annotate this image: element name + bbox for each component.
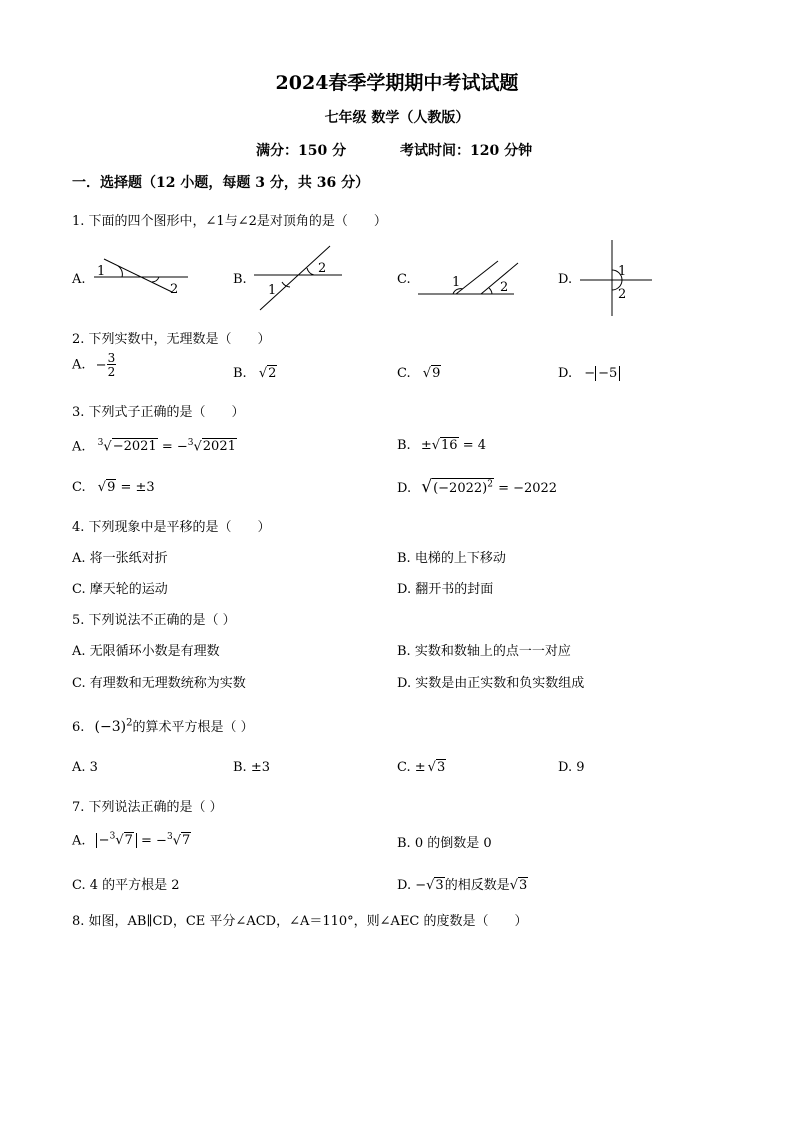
q3-option-d[interactable] xyxy=(397,477,557,497)
question-1-stem: 1. 下面的四个图形中，∠1与∠2是对顶角的是（ ） xyxy=(72,214,387,229)
q2d-label: D. xyxy=(558,366,573,381)
q6-stem-tail: 的算术平方根是（ ） xyxy=(132,720,254,735)
q2c-radicand: 9 xyxy=(432,366,441,381)
q2a-fraction xyxy=(107,352,117,378)
q7-option-b[interactable]: B. 0 的倒数是 0 xyxy=(397,836,492,851)
sqrt-icon: √ xyxy=(97,480,107,495)
q7d-label: D. − xyxy=(397,878,427,893)
full-score: 满分：150 分 xyxy=(256,143,347,159)
q3c-label: C. xyxy=(72,480,86,495)
sqrt-icon: √ xyxy=(427,760,436,775)
q3c-radicand: 9 xyxy=(107,480,116,495)
q3a-equals: = − xyxy=(157,439,188,455)
q1-figure-c xyxy=(414,256,524,298)
q3a-label: A. xyxy=(72,439,86,455)
question-2-stem: 2. 下列实数中，无理数是（ ） xyxy=(72,332,271,347)
q6-option-d[interactable]: D. 9 xyxy=(558,760,585,775)
q7a-minus: − xyxy=(98,833,110,849)
q5-option-c[interactable]: C. 有理数和无理数统称为实数 xyxy=(72,676,246,691)
q6c-label: C. ± xyxy=(397,760,426,775)
q1a-angle-2: 2 xyxy=(170,282,179,296)
q7a-radicand-2: 7 xyxy=(181,833,191,849)
q7d-middle: 的相反数是 xyxy=(444,878,510,893)
q7-option-d[interactable] xyxy=(397,874,528,893)
q3-option-c[interactable] xyxy=(72,480,155,495)
q6-option-b[interactable]: B. ±3 xyxy=(233,760,270,775)
question-3-stem: 3. 下列式子正确的是（ ） xyxy=(72,405,245,420)
q2c-label: C. xyxy=(397,366,411,381)
q6-base: (−3) xyxy=(94,719,127,735)
q2-option-c[interactable] xyxy=(397,366,441,381)
q7a-radicand: 7 xyxy=(124,833,133,849)
q1b-angle-1: 1 xyxy=(268,283,277,298)
question-5-stem: 5. 下列说法不正确的是（ ） xyxy=(72,613,236,628)
q7a-root-index: 3 xyxy=(109,832,116,842)
q7a-root-index-2: 3 xyxy=(166,832,173,842)
q5-option-b[interactable]: B. 实数和数轴上的点一一对应 xyxy=(397,644,571,659)
cube-root-icon: √ xyxy=(172,833,181,849)
q6c-radicand: 3 xyxy=(436,760,446,775)
q3b-radicand: 16 xyxy=(441,438,458,453)
q2a-sign: − xyxy=(95,357,107,373)
q3b-pm: ± xyxy=(420,438,432,453)
page-subtitle: 七年级 数学（人教版） xyxy=(324,110,470,126)
q1-option-c-label[interactable]: C. xyxy=(397,272,411,287)
q3d-radicand xyxy=(432,478,494,496)
q1-option-a-label[interactable]: A. xyxy=(72,272,86,287)
q4-option-a[interactable]: A. 将一张纸对折 xyxy=(72,551,168,566)
q1-figure-a xyxy=(92,256,192,296)
page-title: 2024春季学期期中考试试题 xyxy=(275,72,519,94)
q6-number: 6. xyxy=(72,720,85,735)
q3d-result: = −2022 xyxy=(493,481,558,496)
q2b-radicand: 2 xyxy=(268,366,277,381)
sqrt-icon: √ xyxy=(431,438,441,453)
q2a-label: A. xyxy=(72,357,86,373)
q7-option-a[interactable] xyxy=(72,832,191,848)
q3b-label: B. xyxy=(397,438,411,453)
q2b-label: B. xyxy=(233,366,247,381)
sqrt-icon: √ xyxy=(258,366,268,381)
q6-exponent: 2 xyxy=(126,717,133,729)
sqrt-icon: √ xyxy=(509,878,519,893)
q2a-numerator: 3 xyxy=(107,351,116,365)
q3d-exponent: 2 xyxy=(487,479,493,490)
q2d-minus: − xyxy=(584,366,596,381)
q7d-radicand-2: 3 xyxy=(519,878,528,893)
q3-option-a[interactable] xyxy=(72,438,237,454)
q3d-inner: (−2022) xyxy=(433,481,488,496)
sqrt-icon: √ xyxy=(422,366,432,381)
sqrt-icon: √ xyxy=(421,477,433,497)
q1c-angle-1: 1 xyxy=(452,275,461,290)
section-heading: 一．选择题（12 小题，每题 3 分，共 36 分） xyxy=(72,175,370,191)
q5-option-d[interactable]: D. 实数是由正实数和负实数组成 xyxy=(397,676,585,691)
q6-option-a[interactable]: A. 3 xyxy=(72,760,98,775)
q1c-angle-2: 2 xyxy=(500,280,509,295)
question-6-stem xyxy=(72,716,254,735)
q3c-result: = ±3 xyxy=(116,480,155,495)
q1b-angle-2: 2 xyxy=(318,261,327,276)
q7d-radicand: 3 xyxy=(435,878,444,893)
q1d-angle-2: 2 xyxy=(618,287,627,302)
q3a-radicand-2: 2021 xyxy=(202,439,236,455)
q3a-radicand-1: −2021 xyxy=(112,439,157,455)
q2a-denominator: 2 xyxy=(107,365,116,379)
exam-time: 考试时间：120 分钟 xyxy=(400,143,533,159)
q1-figure-d xyxy=(576,238,656,318)
q4-option-b[interactable]: B. 电梯的上下移动 xyxy=(397,551,506,566)
q7a-label: A. xyxy=(72,833,86,849)
cube-root-icon: √ xyxy=(115,833,124,849)
q7a-equals: = − xyxy=(136,833,167,849)
question-4-stem: 4. 下列现象中是平移的是（ ） xyxy=(72,520,271,535)
q7a-absolute-value xyxy=(96,833,137,848)
q1d-angle-1: 1 xyxy=(618,264,627,279)
cube-root-icon: √ xyxy=(103,439,112,455)
q1-option-b-label[interactable]: B. xyxy=(233,272,247,287)
q7-option-c[interactable]: C. 4 的平方根是 2 xyxy=(72,878,180,893)
q2-option-b[interactable] xyxy=(233,366,277,381)
question-7-stem: 7. 下列说法正确的是（ ） xyxy=(72,800,223,815)
q3d-label: D. xyxy=(397,481,412,496)
q1-figure-b xyxy=(250,244,346,314)
sqrt-icon: √ xyxy=(426,878,435,893)
q3a-root-index-2: 3 xyxy=(187,438,194,448)
q2-option-d[interactable] xyxy=(558,366,620,381)
q3a-root-index: 3 xyxy=(97,438,104,448)
q4-option-d[interactable]: D. 翻开书的封面 xyxy=(397,582,494,597)
q2d-absolute-value: −5 xyxy=(595,366,620,381)
q1-option-d-label[interactable]: D. xyxy=(558,272,573,287)
q4-option-c[interactable]: C. 摩天轮的运动 xyxy=(72,582,168,597)
q1a-angle-1: 1 xyxy=(97,264,106,279)
q5-option-a[interactable]: A. 无限循环小数是有理数 xyxy=(72,644,220,659)
q3b-result: = 4 xyxy=(458,438,487,453)
q3-option-b[interactable] xyxy=(397,438,486,453)
q6-option-c[interactable] xyxy=(397,760,446,775)
q2-option-a[interactable] xyxy=(72,352,116,378)
question-8-stem: 8. 如图，AB∥CD，CE 平分∠ACD，∠A＝110°，则∠AEC 的度数是（ ） xyxy=(72,914,528,929)
cube-root-icon: √ xyxy=(193,439,202,455)
